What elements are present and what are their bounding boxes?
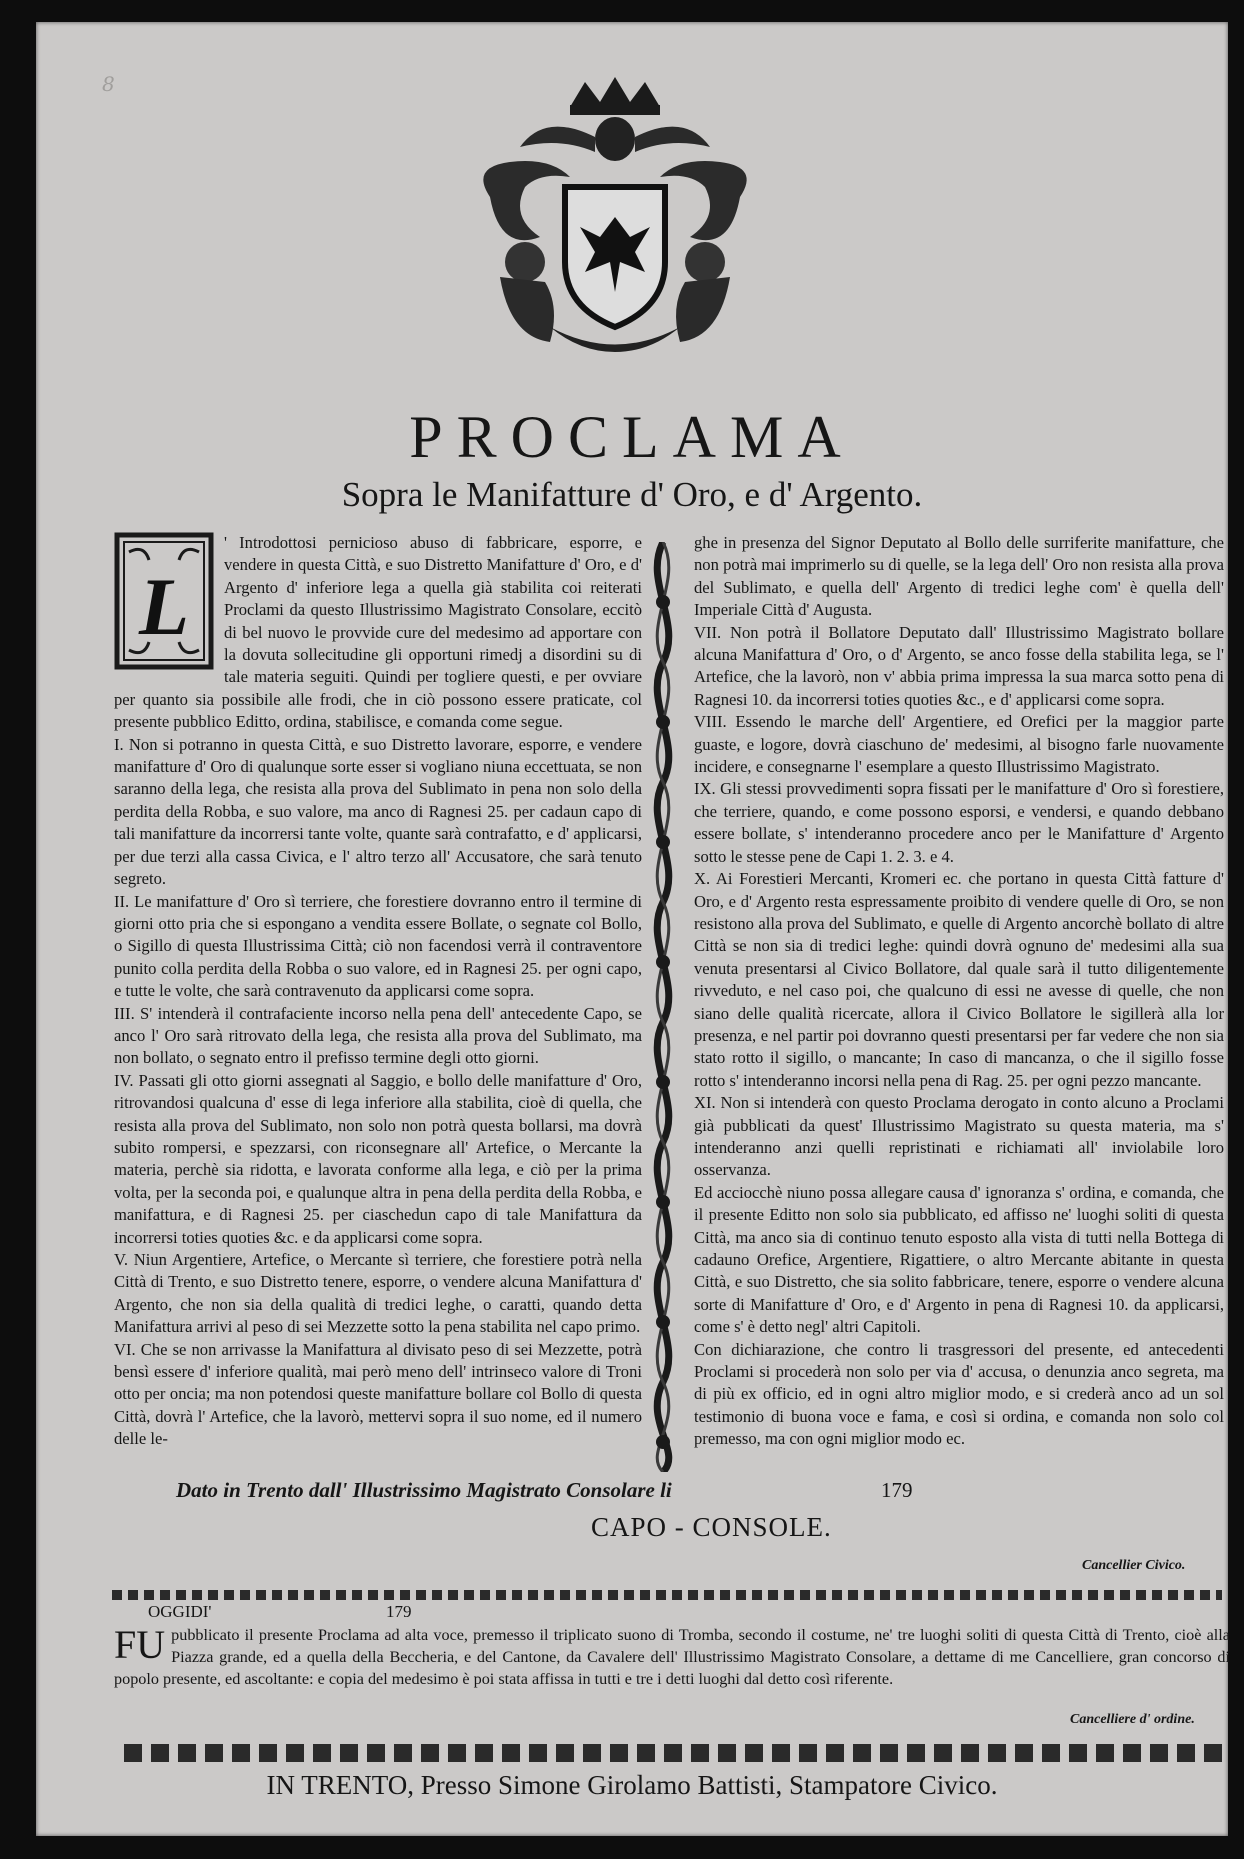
paragraph-x: X. Ai Forestieri Mercanti, Kromeri ec. che portano in questa Città fatture d' Oro, e d' Argento resta espressamente proibito di vendere quelle di Oro, se non resistono alla prova del Sublimato, e quelle di Argento ancorchè bollato di altre Città se non sia di tredici leghe: quindi dovrà ognuno de' medesimi alla sua venuta presentarsi al Civico Bollatore, dal quale sarà il tutto diligentemente rivveduto, e nel caso poi, che qualcuno di essi ne avesse di quelle, che non siano delle qualità ricercate, allora il Civico Bollatore le sigillerà alla lor presenza, e nel partir poi dovranno questi presentarsi per far vedere che non sia stato rotto il sigillo, o mancante; In caso di mancanza, o che il sigillo fosse rotto s' intenderanno incorsi nella pena di Rag. 25. per ogni pezzo mancante. (694, 869, 1224, 1090)
publication-initial: FU (114, 1622, 166, 1667)
paragraph-ix: IX. Gli stessi provvedimenti sopra fissati per le manifatture d' Oro sì forestiere, che terriere, quando, e come possono esporsi, e vendersi, e quando debbano essere bollate, s' intenderanno procedere anco per le Manifatture d' Argento sotto le stesse pene de Capi 1. 2. 3. e 4. (694, 779, 1224, 866)
date-year: 179 (881, 1478, 913, 1502)
printer-imprint: IN TRENTO, Presso Simone Girolamo Battisti, Stampatore Civico. (266, 1770, 998, 1800)
paragraph-iii: III. S' intenderà il contrafaciente incorso nella pena dell' antecedente Capo, se anco l' Oro sarà ritrovato della lega, che resista alla prova del Sublimato, ma non bollato, o segnato entro il prefisso termine degli otto giorni. (114, 1003, 642, 1068)
paragraph-continuation: ghe in presenza del Signor Deputato al Bollo delle surriferite manifatture, che non potrà mai imprimerlo su di quelle, se la lega dell' Oro non resista alla prova del Sublimato, e quella dell' Argento di tredici leghe com' è quella dell' Imperiale Città d' Augusta. (694, 533, 1224, 620)
page-subtitle: Sopra le Manifatture d' Oro, e d' Argento. (341, 475, 923, 514)
pencil-page-number: 8 (102, 72, 115, 96)
paragraph-affixing: Ed acciocchè niuno possa allegare causa d' ignoranza s' ordina, e comanda, che il presente Editto non solo sia pubblicato, ed affisso ne' luoghi soliti di questa Città, ma anco sia di continuo tenuto esposto alla vista di tutti nella Bottega di cadauno Orefice, Argentiere, Rigattiere, o altro Mercante abitante in questa Città, e suo Distretto, che sia solito fabbricare, tenere, esporre o vendere alcuna sorte di Manifatture d' Oro, e d' Argento in pena di Ragnesi 10. da applicarsi, come s' è detto negl' altri Capitoli. (694, 1182, 1224, 1337)
crown-fleuron-rule-icon (124, 1740, 1222, 1766)
capo-console-signature: CAPO - CONSOLE. (591, 1512, 832, 1542)
publication-notice (114, 1624, 1230, 1690)
dated-line: Dato in Trento dall' Illustrissimo Magistrato Consolare li (176, 1478, 672, 1502)
cancelliere-ordine: Cancelliere d' ordine. (1070, 1712, 1195, 1727)
svg-text:L: L (138, 561, 190, 652)
dropcap-l-icon (114, 532, 214, 670)
fleuron-rule-icon (112, 1586, 1222, 1604)
cancelliere-civico: Cancellier Civico. (1082, 1558, 1186, 1573)
paragraph-v: V. Niun Argentiere, Artefice, o Mercante sì terriere, che forestiere potrà nella Città di Trento, e suo Distretto tenere, esporre, o vendere alcuna Manifattura d' Argento, che non sia della qualità di tredici leghe, o caratti, quando detta Manifattura arrivi al peso di sei Mezzette sotto la pena stabilita nel capo primo. (114, 1250, 642, 1337)
paragraph-vii: VII. Non potrà il Bollatore Deputato dall' Illustrissimo Magistrato bollare alcuna Manifattura d' Oro, o d' Argento, se anco fosse della stabilita lega, se l' Artefice, che la lavorò, non v' abbia prima impressa la sua marca sotto pena di Ragnesi 10. da incorrersi toties quoties &c., e d' applicarsi come sopra. (694, 622, 1224, 709)
coat-of-arms-icon (450, 77, 780, 357)
paragraph-declaration: Con dichiarazione, che contro li trasgressori del presente, ed antecedenti Proclami si procederà non solo per via d' accusa, o denunzia anco segreta, ma di più ex officio, ed in ogni altro miglior modo, e si crederà anco ad un sol testimonio di buona voce e fama, e così si ordina, e comanda non solo col premesso, ma con ogni miglior modo ec. (694, 1339, 1224, 1449)
paragraph-vi: VI. Che se non arrivasse la Manifattura al divisato peso di sei Mezzette, potrà bensì essere d' inferiore qualità, mai però meno dell' intrinseco valore di Troni otto per oncia; ma non potendosi queste manifatture bollare col Bollo di questa Città, dovrà l' Artefice, che la lavorò, mettervi sopra il suo nome, ed il numero delle le- (114, 1339, 642, 1449)
proclamation-sheet (36, 22, 1228, 1836)
floral-vine-divider-icon (638, 542, 688, 1472)
right-column (694, 532, 1224, 1451)
paragraph-i: I. Non si potranno in questa Città, e suo Distretto lavorare, esporre, e vendere manifatture d' Oro di qualunque sorte esser si vogliano niuna eccettuata, se non saranno della lega, che resista alla prova del Sublimato in pena non solo della perdita della Robba, e suo valore, ma anco di Ragnesi 25. per cadaun capo di tali manifatture da incorrersi tante volte, quante sarà contrafatto, e d' applicarsi, per due terzi alla cassa Civica, e l' altro terzo all' Accusatore, che sarà tenuto segreto. (114, 734, 642, 889)
paragraph-viii: VIII. Essendo le marche dell' Argentiere, ed Orefici per la maggior parte guaste, e logore, dovrà ciaschuno de' medesimi, al bisogno farle nuovamente incidere, e consegnarne l' esemplare a questo Illustrissimo Magistrato. (694, 712, 1224, 777)
paragraph-xi: XI. Non si intenderà con questo Proclama derogato in conto alcuno a Proclami già pubblicati da quest' Illustrissimo Magistrato su questa materia, ma s' intenderanno anzi quelli repristinati e richiamati all' inviolabile loro osservanza. (694, 1093, 1224, 1180)
paragraph-ii: II. Le manifatture d' Oro sì terriere, che forestiere dovranno entro il termine di giorni otto pria che si espongano a vendita essere Bollate, o segnate col Bollo, o Sigillo di questa Illustrissima Città; ciò non facendosi verrà il contraventore punito colla perdita della Robba o suo valore, ed in Ragnesi 25. per ogni capo, e tutte le volte, che sarà contravenuto da applicarsi come sopra. (114, 891, 642, 1001)
publication-text: pubblicato il presente Proclama ad alta voce, premesso il triplicato suono di Tromba, secondo il costume, ne' tre luoghi soliti di questa Città di Trento, cioè alla Piazza grande, ed a quella della Beccheria, e del Cantone, da Cavalere dell' Illustrissimo Magistrato Consolare, a dettame di me Cancelliere, gran concorso di popolo presente, ed ascoltante: e copia del medesimo è poi stata affissa in tutti e tre i detti luoghi dal detto così riferente. (114, 1626, 1230, 1688)
oggidi-year: 179 (386, 1602, 412, 1621)
page-title: PROCLAMA (409, 404, 855, 470)
paragraph-intro: ' Introdottosi pernicioso abuso di fabbricare, esporre, e vendere in questa Città, e suo Distretto Manifatture d' Oro, e d' Argento d' inferiore lega a quella già stabilita coi reiterati Proclami da questo Illustrissimo Magistrato Consolare, eccitò di bel nuovo le provvide cure del medesimo ad apportare con la dovuta sollecitudine gli opportuni rimedj a disordini su di tale materia seguiti. Quindi per togliere questi, e per ovviare per quanto sia possibile alle frodi, che in ciò possono essere praticate, col presente pubblico Editto, ordina, stabilisce, e comanda come segue. (114, 533, 642, 732)
paragraph-iv: IV. Passati gli otto giorni assegnati al Saggio, e bollo delle manifatture d' Oro, ritrovandosi qualcuna d' esse di lega inferiore alla stabilita, cioè di quella, che resista alla prova del Sublimato, non solo non potrà questa bollarsi, ma dovrà subito rompersi, e spezzarsi, con riconsegnare all' Artefice, o Mercante la materia, perchè sia ridotta, e lavorata conforme alla lega, e ciò per la prima volta, per la seconda poi, e qualunque altra in pena della perdita della Robba, e manifattura, e di Ragnesi 25. per ciaschedun capo di tale Manifattura da incorrersi toties quoties &c. e da applicarsi come sopra. (114, 1070, 642, 1247)
oggidi-label: OGGIDI' (148, 1602, 212, 1621)
left-column (114, 532, 642, 1451)
